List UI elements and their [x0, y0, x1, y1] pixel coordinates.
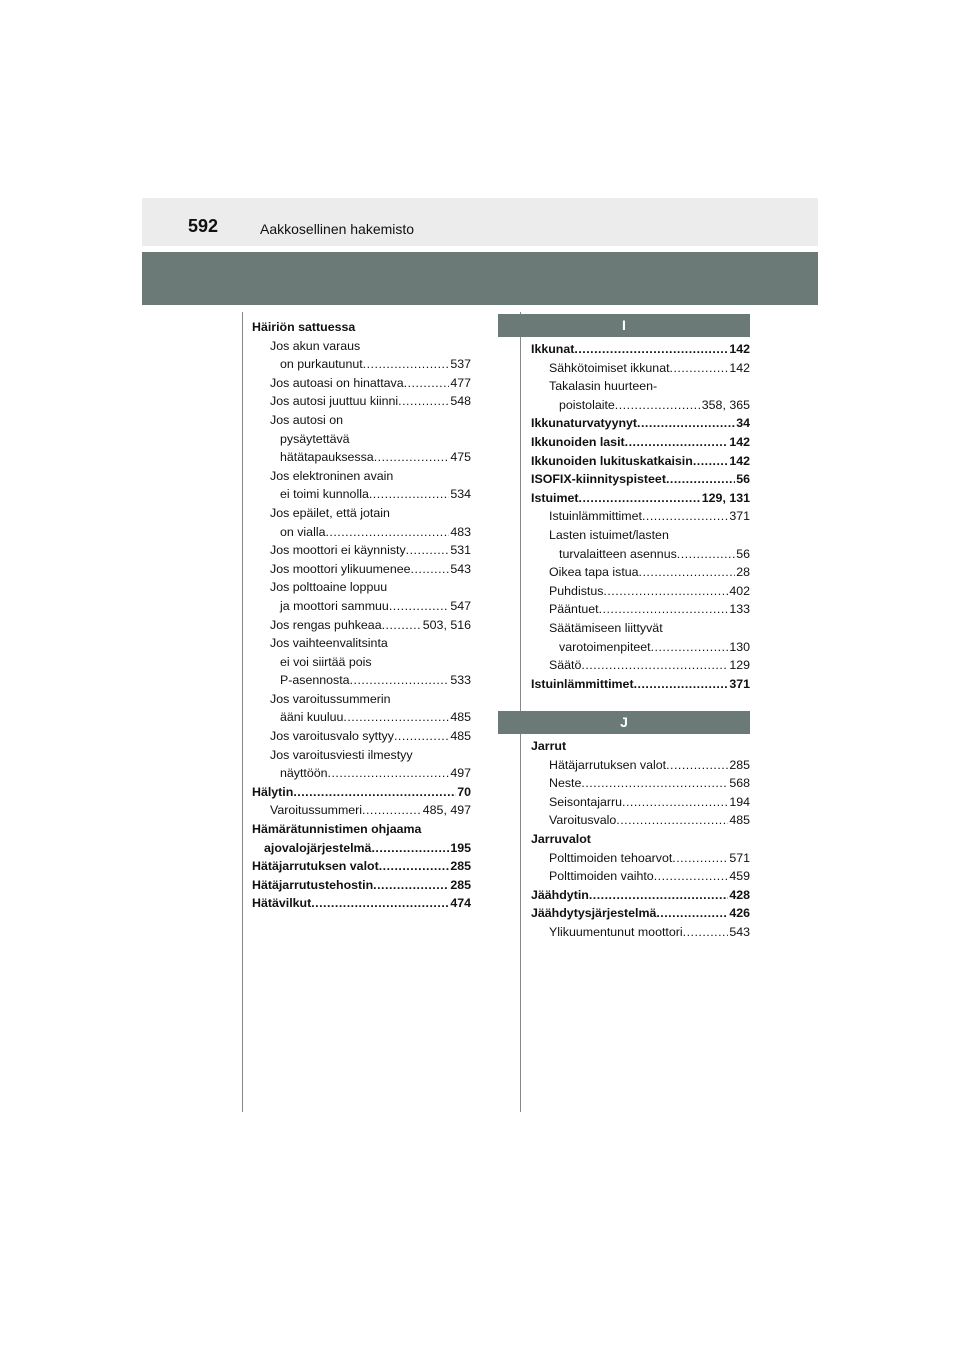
index-heading: Hämärätunnistimen ohjaama: [252, 822, 422, 837]
index-subentry: Jos autosi juuttuu kiinni ..... 548: [252, 392, 471, 411]
index-subentry: Varoitussummeri ..... 485, 497: [252, 801, 471, 820]
page-ref: 459: [729, 869, 750, 884]
index-subentry: hätätapauksessa ..... 475: [252, 448, 471, 467]
index-heading: Jäähdytysjärjestelmä ..... 426: [531, 904, 750, 923]
page-ref: 534: [450, 487, 471, 502]
page-ref: 485: [450, 729, 471, 744]
index-subentry: Jos autoasi on hinattava ..... 477: [252, 374, 471, 393]
index-heading: Istuinlämmittimet ..... 371: [531, 675, 750, 694]
index-subentry: ei toimi kunnolla ..... 534: [252, 485, 471, 504]
index-subentry: Jos elektroninen avain: [270, 468, 394, 483]
page-ref: 485: [450, 710, 471, 725]
index-subentry: Jos moottori ei käynnisty ..... 531: [252, 541, 471, 560]
page-ref: 70: [457, 784, 471, 799]
page-ref: 358, 365: [701, 397, 750, 412]
index-subentry: Jos polttoaine loppuu: [270, 580, 388, 595]
page-ref: 568: [729, 776, 750, 791]
page-ref: 194: [729, 794, 750, 809]
index-subentry: ja moottori sammuu ..... 547: [252, 597, 471, 616]
page-ref: 142: [729, 453, 750, 468]
index-heading: Jarruvalot: [531, 831, 591, 846]
index-subentry: Sähkötoimiset ikkunat ..... 142: [531, 359, 750, 378]
index-subentry: Istuinlämmittimet ..... 371: [531, 507, 750, 526]
index-subentry: ääni kuuluu ..... 485: [252, 708, 471, 727]
page-ref: 475: [450, 450, 471, 465]
index-column-right-j: [531, 737, 750, 942]
index-subentry: on purkautunut ..... 537: [252, 355, 471, 374]
index-column-left: [252, 318, 471, 913]
index-subentry: Seisontajarru ..... 194: [531, 793, 750, 812]
page-ref: 548: [450, 394, 471, 409]
index-heading: Ikkunoiden lasit ..... 142: [531, 433, 750, 452]
page-ref: 195: [450, 840, 471, 855]
index-subentry: turvalaitteen asennus ..... 56: [531, 545, 750, 564]
index-subentry: Neste ..... 568: [531, 774, 750, 793]
index-subentry: Säätö ..... 129: [531, 656, 750, 675]
index-subentry: Jos varoitussummerin: [270, 691, 391, 706]
page-ref: 543: [450, 561, 471, 576]
page-ref: 402: [729, 583, 750, 598]
index-subentry: Oikea tapa istua ..... 28: [531, 563, 750, 582]
index-subentry: Pääntuet ..... 133: [531, 600, 750, 619]
letter-header-i: I: [498, 314, 750, 337]
index-heading: Istuimet ..... 129, 131: [531, 489, 750, 508]
index-subentry: Säätämiseen liittyvät: [549, 620, 663, 635]
index-subentry: Jos autosi on: [270, 412, 344, 427]
index-subentry: Takalasin huurteen-: [549, 379, 658, 394]
page-ref: 428: [729, 887, 750, 902]
page-ref: 474: [450, 896, 471, 911]
page-ref: 485: [729, 813, 750, 828]
page-ref: 497: [450, 766, 471, 781]
index-subentry: Jos varoitusvalo syttyy ..... 485: [252, 727, 471, 746]
index-heading: Hälytin ..... 70: [252, 783, 471, 802]
index-subentry: Varoitusvalo ..... 485: [531, 811, 750, 830]
page-ref: 129: [729, 658, 750, 673]
index-heading: Hätäjarrutustehostin ..... 285: [252, 876, 471, 895]
index-subentry: Polttimoiden vaihto ..... 459: [531, 867, 750, 886]
page-ref: 133: [729, 602, 750, 617]
page-ref: 371: [729, 676, 750, 691]
page-ref: 56: [736, 546, 750, 561]
index-subentry: P-asennosta ..... 533: [252, 671, 471, 690]
page-ref: 56: [736, 472, 750, 487]
index-subentry: näyttöön ..... 497: [252, 764, 471, 783]
page-number: 592: [188, 216, 219, 236]
page-ref: 285: [450, 877, 471, 892]
page-ref: 543: [729, 924, 750, 939]
index-heading: Ikkunoiden lukituskatkaisin ..... 142: [531, 452, 750, 471]
page-ref: 285: [729, 757, 750, 772]
index-heading: Jäähdytin ..... 428: [531, 886, 750, 905]
index-subentry: Puhdistus ..... 402: [531, 582, 750, 601]
index-subentry: Jos epäilet, että jotain: [270, 505, 390, 520]
page-ref: 142: [729, 434, 750, 449]
index-subentry: Jos rengas puhkeaa ..... 503, 516: [252, 616, 471, 635]
index-subentry: Jos moottori ylikuumenee ..... 543: [252, 560, 471, 579]
index-subentry: Jos akun varaus: [270, 338, 361, 353]
page-ref: 531: [450, 543, 471, 558]
index-subentry: Jos vaihteenvalitsinta: [270, 636, 388, 651]
page-ref: 537: [450, 357, 471, 372]
page-ref: 142: [729, 360, 750, 375]
page-ref: 285: [450, 859, 471, 874]
page-ref: 503, 516: [422, 617, 471, 632]
page-ref: 130: [729, 639, 750, 654]
index-subentry: Hätäjarrutuksen valot ..... 285: [531, 756, 750, 775]
index-subentry: ei voi siirtää pois: [280, 654, 372, 669]
header-band: [142, 252, 818, 305]
column-divider-left: [242, 312, 243, 1112]
letter-header-j: J: [498, 711, 750, 734]
index-subentry: poistolaite ..... 358, 365: [531, 396, 750, 415]
index-heading: Ikkunat ..... 142: [531, 340, 750, 359]
index-heading: ISOFIX-kiinnityspisteet ..... 56: [531, 470, 750, 489]
index-subentry: pysäytettävä: [280, 431, 350, 446]
index-heading: Hätävilkut ..... 474: [252, 894, 471, 913]
page-ref: 371: [729, 509, 750, 524]
page-title: Aakkosellinen hakemisto: [260, 221, 415, 237]
index-column-right-i: [531, 340, 750, 693]
index-heading: Häiriön sattuessa: [252, 320, 356, 334]
index-subentry: on vialla ..... 483: [252, 523, 471, 542]
index-subentry: Ylikuumentunut moottori ..... 543: [531, 923, 750, 942]
page-ref: 28: [736, 565, 750, 580]
page-ref: 547: [450, 598, 471, 613]
page-ref: 426: [729, 906, 750, 921]
index-subentry: Polttimoiden tehoarvot ..... 571: [531, 849, 750, 868]
page-ref: 34: [736, 416, 750, 431]
page-header: [142, 198, 818, 246]
page-ref: 485, 497: [422, 803, 471, 818]
index-heading: Jarrut: [531, 739, 567, 753]
page-ref: 477: [450, 375, 471, 390]
index-heading: ajovalojärjestelmä ..... 195: [252, 839, 471, 858]
index-heading: Hätäjarrutuksen valot ..... 285: [252, 857, 471, 876]
page-ref: 142: [729, 342, 750, 356]
index-subentry: Lasten istuimet/lasten: [549, 527, 669, 542]
index-subentry: varotoimenpiteet ..... 130: [531, 638, 750, 657]
index-heading: Ikkunaturvatyynyt ..... 34: [531, 414, 750, 433]
page-ref: 571: [729, 850, 750, 865]
index-subentry: Jos varoitusviesti ilmestyy: [270, 747, 413, 762]
page-ref: 129, 131: [701, 490, 750, 505]
page-ref: 483: [450, 524, 471, 539]
page-ref: 533: [450, 673, 471, 688]
